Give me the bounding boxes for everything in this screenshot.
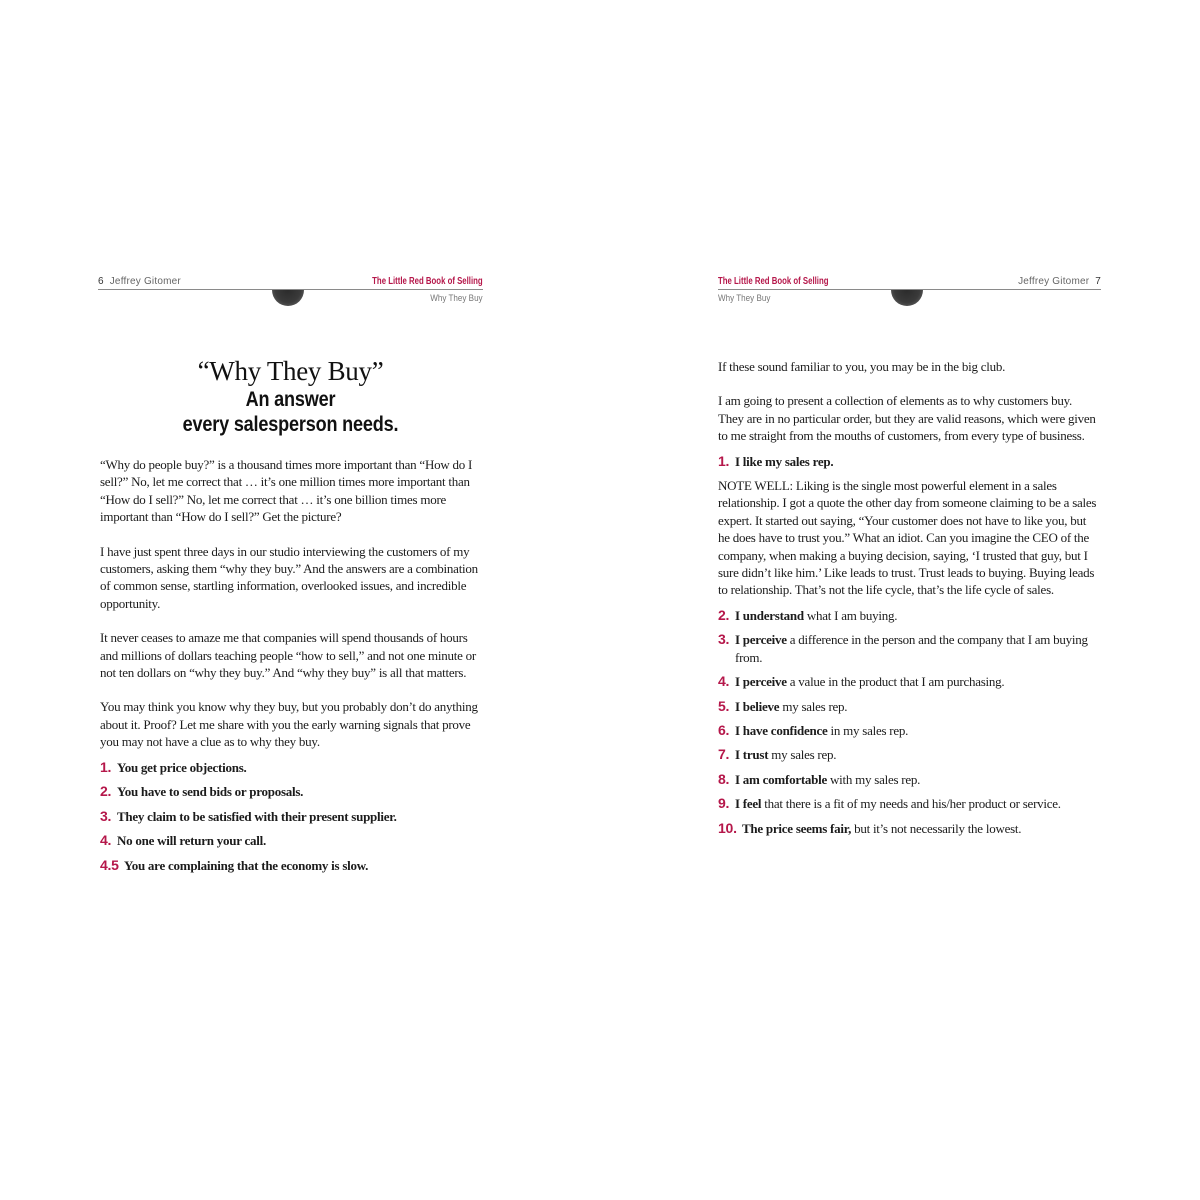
paragraph: It never ceases to amaze me that companies will spend thousands of hours and millions of dollars teaching people “how to sell,” and not one minute or not ten dollars on “why they buy.” And “why they buy” is all that matters.: [100, 630, 476, 681]
list-number: 2.: [718, 606, 730, 623]
list-item: [718, 698, 1100, 715]
list-bold-text: I understand: [735, 607, 804, 623]
list-bold-text: The price seems fair,: [742, 820, 852, 836]
list-item: [718, 607, 1100, 624]
list-bold-text: I have confidence: [735, 722, 828, 738]
list-number: 2.: [100, 783, 112, 800]
ornament-icon: [272, 290, 304, 306]
list-number: 4.5: [100, 857, 119, 874]
list-bold-text: I feel: [735, 796, 762, 812]
page-author: [1018, 276, 1101, 287]
book-title: The Little Red Book of Selling: [718, 276, 829, 287]
right-body: [718, 358, 1100, 844]
list-bold-text: I like my sales rep.: [735, 453, 834, 469]
paragraph: I am going to present a collection of elements as to why customers buy. They are in no particular order, but they are valid reasons, which were given to me straight from the mouths of customers, from every type of business.: [718, 393, 1096, 444]
list-text: my sales rep.: [779, 698, 848, 714]
list-number: 4.: [718, 673, 730, 690]
left-body: [100, 456, 485, 882]
list-number: 6.: [718, 721, 730, 738]
paragraph: If these sound familiar to you, you may be in the big club.: [718, 359, 1006, 374]
list-item: [718, 746, 1100, 763]
author-name: Jeffrey Gitomer: [1018, 276, 1090, 287]
list-number: 3.: [100, 807, 112, 824]
list-text: what I am buying.: [803, 607, 898, 623]
page-number: 7: [1095, 276, 1101, 287]
chapter-name: Why They Buy: [430, 293, 483, 304]
paragraph: “Why do people buy?” is a thousand times more important than “How do I sell?” No, let me correct that … it’s one million times more important than “How do I sell?” No, let me correct that … it’s one billion times more important than “How do I sell?” Get the picture?: [100, 457, 473, 525]
list-bold-text: I perceive: [735, 632, 787, 648]
list-text: a difference in the person and the company that I am buying from.: [735, 632, 1088, 665]
list-number: 8.: [718, 770, 730, 787]
list-item: [718, 453, 1100, 470]
list-text: with my sales rep.: [827, 771, 921, 787]
ornament-icon: [891, 290, 923, 306]
list-text: You are complaining that the economy is slow.: [124, 858, 369, 874]
paragraph: You may think you know why they buy, but you probably don’t do anything about it. Proof? Let me share with you the early warning signals that prove you may not have a clue as to why they buy.: [100, 699, 478, 750]
list-bold-text: I trust: [735, 747, 769, 763]
list-text: They claim to be satisfied with their present supplier.: [117, 808, 397, 824]
page-number: 6: [98, 276, 104, 287]
list-item: [100, 857, 485, 874]
list-item: [100, 808, 485, 825]
list-item: [718, 631, 1100, 666]
list-text: but it’s not necessarily the lowest.: [851, 820, 1022, 836]
chapter-name: Why They Buy: [718, 293, 771, 304]
running-head: [718, 276, 1101, 316]
list-text: my sales rep.: [768, 747, 837, 763]
paragraph: I have just spent three days in our studio interviewing the customers of my customers, asking them “why they buy.” And the answers are a combination of common sense, startling information, overlooked issues, and incredible opportunity.: [100, 543, 478, 611]
chapter-title: “Why They Buy”: [197, 356, 384, 386]
running-head: [98, 276, 483, 316]
list-item: [718, 795, 1100, 812]
list-item: [100, 832, 485, 849]
list-number: 1.: [718, 452, 730, 469]
chapter-subtitle-1: An answer: [245, 388, 336, 411]
reasons-list: [718, 453, 1100, 470]
list-item: [100, 783, 485, 800]
list-bold-text: I perceive: [735, 674, 787, 690]
list-number: 4.: [100, 832, 112, 849]
list-number: 10.: [718, 819, 737, 836]
list-item: [718, 722, 1100, 739]
note-well-paragraph: NOTE WELL: Liking is the single most powerful element in a sales relationship. I got a quote the other day from someone claiming to be a sales expert. It started out saying, “Your customer does not have to like you, but he does have to trust you.” What an idiot. Can you imagine the CEO of the company, when making a buying decision, saying, ‘I trusted that guy, but I sure didn’t like him.’ Like leads to trust. Trust leads to buying. Buying leads to relationship. That’s not the life cycle, that’s the life cycle of sales.: [718, 478, 1097, 598]
list-number: 9.: [718, 795, 730, 812]
list-text: You have to send bids or proposals.: [117, 784, 304, 800]
list-text: a value in the product that I am purchasing.: [786, 674, 1005, 690]
list-item: [718, 673, 1100, 690]
chapter-heading: [98, 355, 483, 437]
page-author: [98, 276, 181, 287]
warning-signals-list: [100, 759, 485, 875]
list-item: [718, 771, 1100, 788]
list-bold-text: I believe: [735, 698, 780, 714]
list-number: 1.: [100, 758, 112, 775]
list-text: No one will return your call.: [117, 833, 266, 849]
list-text: that there is a fit of my needs and his/her product or service.: [761, 796, 1061, 812]
list-item: [100, 759, 485, 776]
chapter-subtitle-2: every salesperson needs.: [182, 413, 399, 436]
right-page: [600, 0, 1200, 1200]
reasons-list-continued: [718, 607, 1100, 837]
list-text: You get price objections.: [117, 759, 247, 775]
list-item: [718, 820, 1100, 837]
list-number: 3.: [718, 631, 730, 648]
list-bold-text: I am comfortable: [735, 771, 828, 787]
author-name: Jeffrey Gitomer: [109, 276, 181, 287]
list-number: 5.: [718, 697, 730, 714]
list-number: 7.: [718, 746, 730, 763]
book-title: The Little Red Book of Selling: [372, 276, 483, 287]
list-text: in my sales rep.: [827, 722, 909, 738]
